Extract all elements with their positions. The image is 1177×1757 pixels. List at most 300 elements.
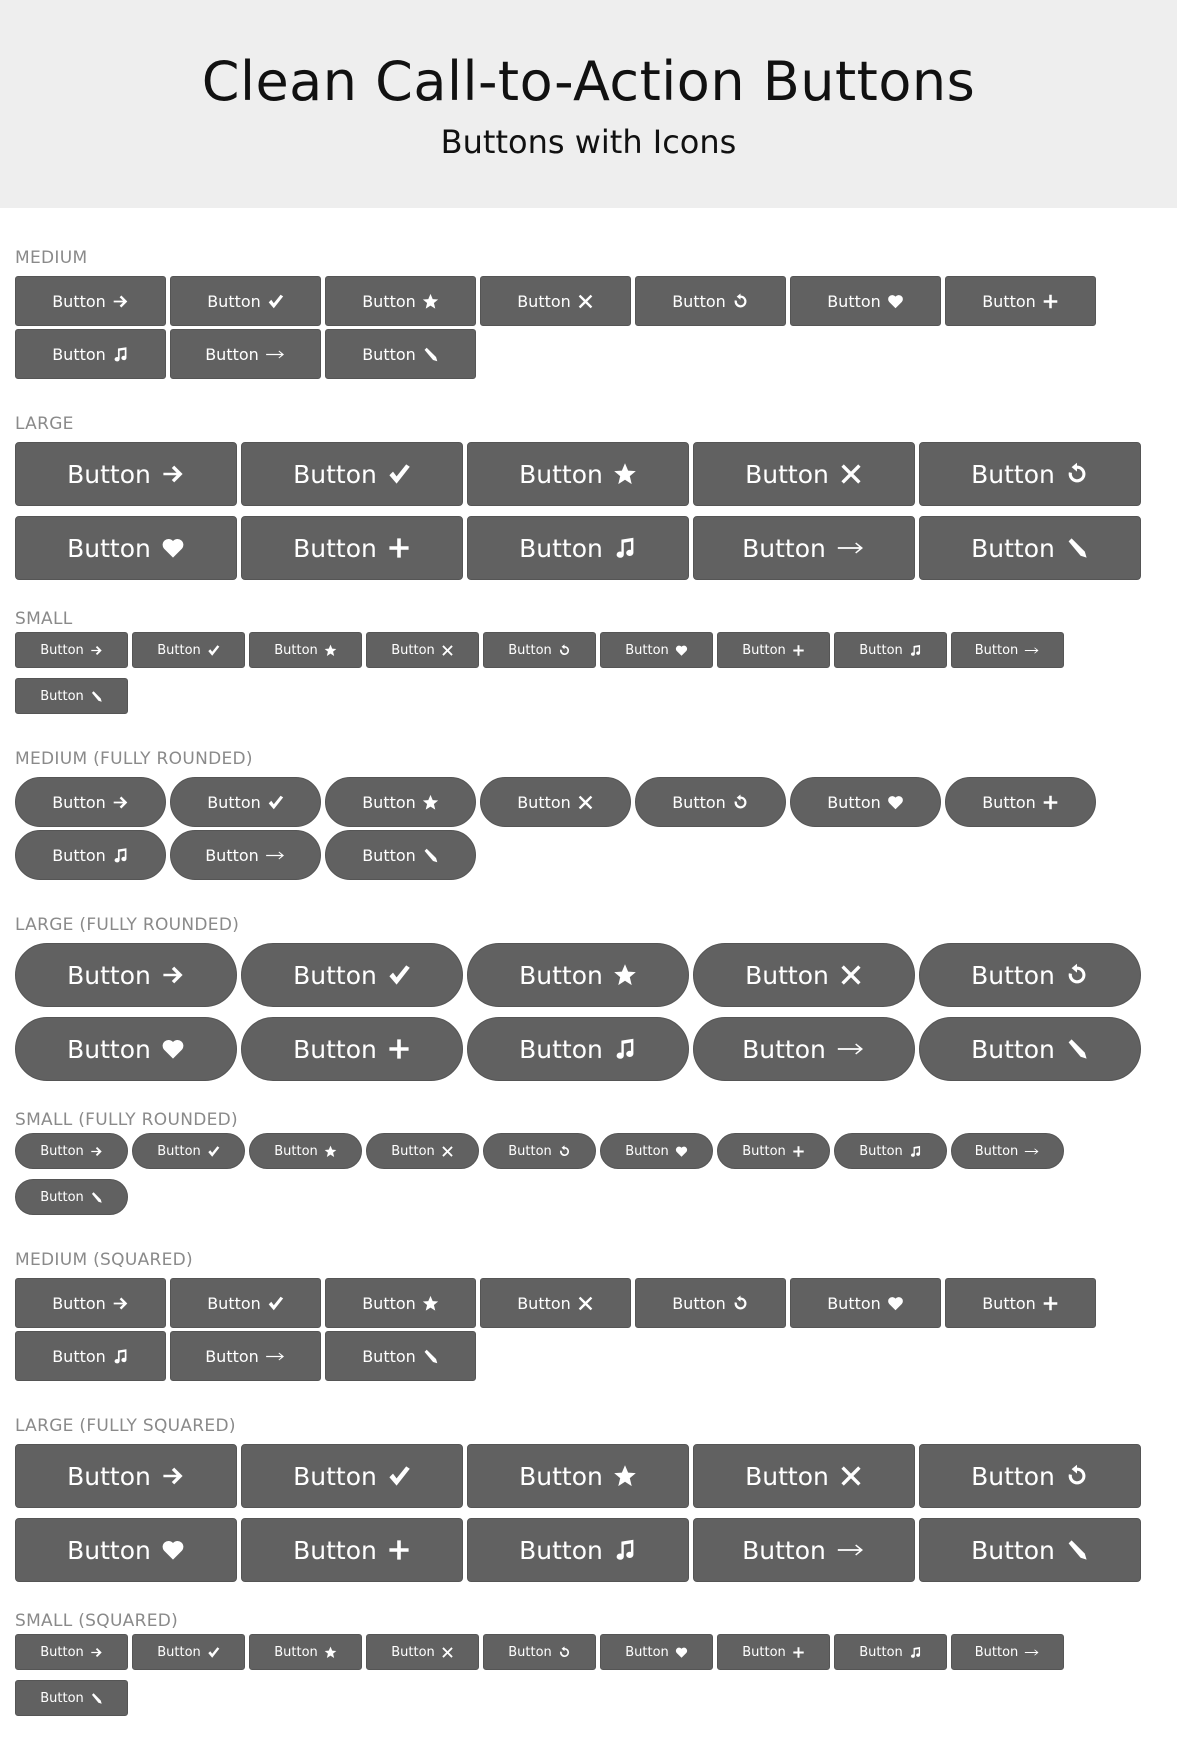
button-label: Button xyxy=(67,1034,151,1064)
refresh-icon xyxy=(558,1646,571,1659)
long-arrow-right-icon xyxy=(836,1037,866,1061)
button-label: Button xyxy=(207,792,261,812)
arrow-right-icon xyxy=(90,1646,103,1659)
music-note-icon xyxy=(613,1538,637,1562)
button-label: Button xyxy=(362,845,416,865)
small-long-arrow-right-button[interactable] xyxy=(951,632,1064,668)
small-music-note-button[interactable] xyxy=(834,1133,947,1169)
button-label: Button xyxy=(52,845,106,865)
small-check-button[interactable] xyxy=(132,1133,245,1169)
long-arrow-right-icon xyxy=(265,346,286,363)
small-music-note-button[interactable] xyxy=(834,632,947,668)
section-title: LARGE xyxy=(15,414,74,434)
button-label: Button xyxy=(67,459,151,489)
small-plus-button[interactable] xyxy=(717,1634,830,1670)
small-close-button[interactable] xyxy=(366,632,479,668)
medium-long-arrow-right-button[interactable] xyxy=(170,830,321,880)
button-label: Button xyxy=(971,1034,1055,1064)
long-arrow-right-icon xyxy=(836,1538,866,1562)
pencil-icon xyxy=(1065,1037,1089,1061)
button-row xyxy=(15,276,1100,326)
button-label: Button xyxy=(274,1644,318,1660)
check-icon xyxy=(267,1295,284,1312)
medium-arrow-right-button[interactable] xyxy=(15,1278,166,1328)
button-label: Button xyxy=(742,533,826,563)
button-label: Button xyxy=(519,533,603,563)
pencil-icon xyxy=(422,847,439,864)
button-label: Button xyxy=(742,1535,826,1565)
button-label: Button xyxy=(205,344,259,364)
large-plus-button[interactable] xyxy=(241,1518,463,1582)
small-long-arrow-right-button[interactable] xyxy=(951,1634,1064,1670)
plus-icon xyxy=(387,1037,411,1061)
button-row xyxy=(15,1179,132,1215)
button-label: Button xyxy=(742,642,786,658)
check-icon xyxy=(207,1646,220,1659)
button-label: Button xyxy=(207,1293,261,1313)
heart-icon xyxy=(887,794,904,811)
button-label: Button xyxy=(40,1690,84,1706)
medium-music-note-button[interactable] xyxy=(15,329,166,379)
plus-icon xyxy=(1042,1295,1059,1312)
button-label: Button xyxy=(274,642,318,658)
button-label: Button xyxy=(742,1143,786,1159)
check-icon xyxy=(207,644,220,657)
heart-icon xyxy=(675,1145,688,1158)
small-long-arrow-right-button[interactable] xyxy=(951,1133,1064,1169)
arrow-right-icon xyxy=(161,462,185,486)
pencil-icon xyxy=(422,1348,439,1365)
medium-plus-button[interactable] xyxy=(945,777,1096,827)
music-note-icon xyxy=(112,1348,129,1365)
check-icon xyxy=(387,1464,411,1488)
large-pencil-button[interactable] xyxy=(919,516,1141,580)
arrow-right-icon xyxy=(161,963,185,987)
small-arrow-right-button[interactable] xyxy=(15,1634,128,1670)
large-check-button[interactable] xyxy=(241,442,463,506)
button-label: Button xyxy=(625,1143,669,1159)
large-close-button[interactable] xyxy=(693,1444,915,1508)
medium-check-button[interactable] xyxy=(170,777,321,827)
plus-icon xyxy=(1042,293,1059,310)
button-row xyxy=(15,1634,1068,1670)
button-label: Button xyxy=(274,1143,318,1159)
music-note-icon xyxy=(909,644,922,657)
large-arrow-right-button[interactable] xyxy=(15,1444,237,1508)
button-label: Button xyxy=(293,1535,377,1565)
arrow-right-icon xyxy=(90,644,103,657)
long-arrow-right-icon xyxy=(1024,644,1040,657)
button-label: Button xyxy=(391,1644,435,1660)
button-row xyxy=(15,1017,1145,1081)
button-label: Button xyxy=(982,1293,1036,1313)
button-row xyxy=(15,516,1145,580)
section-title: MEDIUM xyxy=(15,248,88,268)
medium-star-button[interactable] xyxy=(325,777,476,827)
small-arrow-right-button[interactable] xyxy=(15,632,128,668)
button-label: Button xyxy=(362,344,416,364)
close-icon xyxy=(577,1295,594,1312)
small-check-button[interactable] xyxy=(132,632,245,668)
small-close-button[interactable] xyxy=(366,1634,479,1670)
medium-music-note-button[interactable] xyxy=(15,830,166,880)
heart-icon xyxy=(161,1037,185,1061)
button-label: Button xyxy=(745,1461,829,1491)
close-icon xyxy=(577,293,594,310)
button-label: Button xyxy=(672,792,726,812)
small-pencil-button[interactable] xyxy=(15,1680,128,1716)
small-close-button[interactable] xyxy=(366,1133,479,1169)
refresh-icon xyxy=(732,1295,749,1312)
large-long-arrow-right-button[interactable] xyxy=(693,1017,915,1081)
star-icon xyxy=(613,1464,637,1488)
button-label: Button xyxy=(519,459,603,489)
large-plus-button[interactable] xyxy=(241,1017,463,1081)
button-label: Button xyxy=(745,960,829,990)
large-music-note-button[interactable] xyxy=(467,516,689,580)
button-label: Button xyxy=(40,642,84,658)
medium-plus-button[interactable] xyxy=(945,1278,1096,1328)
music-note-icon xyxy=(909,1646,922,1659)
button-label: Button xyxy=(517,291,571,311)
small-star-button[interactable] xyxy=(249,632,362,668)
button-label: Button xyxy=(519,1535,603,1565)
button-row xyxy=(15,1680,132,1716)
button-label: Button xyxy=(67,533,151,563)
small-refresh-button[interactable] xyxy=(483,1634,596,1670)
button-label: Button xyxy=(971,1461,1055,1491)
small-pencil-button[interactable] xyxy=(15,678,128,714)
medium-heart-button[interactable] xyxy=(790,276,941,326)
large-arrow-right-button[interactable] xyxy=(15,442,237,506)
medium-pencil-button[interactable] xyxy=(325,1331,476,1381)
large-arrow-right-button[interactable] xyxy=(15,943,237,1007)
check-icon xyxy=(267,794,284,811)
refresh-icon xyxy=(732,794,749,811)
star-icon xyxy=(324,1646,337,1659)
heart-icon xyxy=(675,644,688,657)
section-title: SMALL xyxy=(15,609,73,629)
long-arrow-right-icon xyxy=(1024,1145,1040,1158)
large-plus-button[interactable] xyxy=(241,516,463,580)
button-label: Button xyxy=(293,459,377,489)
button-row xyxy=(15,442,1145,506)
button-label: Button xyxy=(517,792,571,812)
check-icon xyxy=(387,963,411,987)
button-label: Button xyxy=(859,1644,903,1660)
pencil-icon xyxy=(1065,1538,1089,1562)
button-row xyxy=(15,632,1068,668)
button-label: Button xyxy=(519,960,603,990)
section-title: MEDIUM (SQUARED) xyxy=(15,1250,193,1270)
refresh-icon xyxy=(1065,963,1089,987)
button-row xyxy=(15,830,480,880)
small-refresh-button[interactable] xyxy=(483,632,596,668)
heart-icon xyxy=(887,1295,904,1312)
check-icon xyxy=(387,462,411,486)
plus-icon xyxy=(1042,794,1059,811)
close-icon xyxy=(839,462,863,486)
medium-star-button[interactable] xyxy=(325,276,476,326)
medium-check-button[interactable] xyxy=(170,1278,321,1328)
button-label: Button xyxy=(971,533,1055,563)
medium-heart-button[interactable] xyxy=(790,777,941,827)
button-label: Button xyxy=(362,291,416,311)
star-icon xyxy=(324,644,337,657)
button-label: Button xyxy=(508,642,552,658)
large-long-arrow-right-button[interactable] xyxy=(693,1518,915,1582)
plus-icon xyxy=(792,644,805,657)
music-note-icon xyxy=(613,1037,637,1061)
button-label: Button xyxy=(293,1461,377,1491)
star-icon xyxy=(613,462,637,486)
refresh-icon xyxy=(1065,1464,1089,1488)
small-music-note-button[interactable] xyxy=(834,1634,947,1670)
button-label: Button xyxy=(293,533,377,563)
small-arrow-right-button[interactable] xyxy=(15,1133,128,1169)
button-label: Button xyxy=(40,1189,84,1205)
close-icon xyxy=(839,963,863,987)
arrow-right-icon xyxy=(112,1295,129,1312)
button-label: Button xyxy=(859,642,903,658)
star-icon xyxy=(324,1145,337,1158)
button-label: Button xyxy=(971,960,1055,990)
medium-plus-button[interactable] xyxy=(945,276,1096,326)
small-heart-button[interactable] xyxy=(600,1634,713,1670)
button-label: Button xyxy=(982,291,1036,311)
button-label: Button xyxy=(52,1293,106,1313)
button-label: Button xyxy=(52,1346,106,1366)
music-note-icon xyxy=(112,346,129,363)
pencil-icon xyxy=(90,690,103,703)
refresh-icon xyxy=(1065,462,1089,486)
plus-icon xyxy=(387,1538,411,1562)
large-long-arrow-right-button[interactable] xyxy=(693,516,915,580)
heart-icon xyxy=(887,293,904,310)
refresh-icon xyxy=(732,293,749,310)
button-label: Button xyxy=(745,459,829,489)
medium-pencil-button[interactable] xyxy=(325,329,476,379)
button-label: Button xyxy=(742,1644,786,1660)
button-row xyxy=(15,1133,1068,1169)
medium-refresh-button[interactable] xyxy=(635,276,786,326)
medium-long-arrow-right-button[interactable] xyxy=(170,329,321,379)
button-label: Button xyxy=(52,291,106,311)
button-label: Button xyxy=(971,459,1055,489)
button-label: Button xyxy=(205,1346,259,1366)
section-title: LARGE (FULLY ROUNDED) xyxy=(15,915,240,935)
button-label: Button xyxy=(157,642,201,658)
button-label: Button xyxy=(157,1143,201,1159)
button-label: Button xyxy=(742,1034,826,1064)
large-heart-button[interactable] xyxy=(15,1017,237,1081)
arrow-right-icon xyxy=(161,1464,185,1488)
button-label: Button xyxy=(517,1293,571,1313)
button-label: Button xyxy=(40,1644,84,1660)
plus-icon xyxy=(792,1646,805,1659)
button-label: Button xyxy=(519,1461,603,1491)
large-pencil-button[interactable] xyxy=(919,1017,1141,1081)
medium-refresh-button[interactable] xyxy=(635,1278,786,1328)
close-icon xyxy=(441,1646,454,1659)
heart-icon xyxy=(161,536,185,560)
long-arrow-right-icon xyxy=(265,847,286,864)
button-label: Button xyxy=(859,1143,903,1159)
button-label: Button xyxy=(40,1143,84,1159)
button-label: Button xyxy=(67,1461,151,1491)
button-row xyxy=(15,1444,1145,1508)
small-refresh-button[interactable] xyxy=(483,1133,596,1169)
button-row xyxy=(15,1518,1145,1582)
button-label: Button xyxy=(827,792,881,812)
page-header xyxy=(0,0,1177,208)
small-star-button[interactable] xyxy=(249,1634,362,1670)
close-icon xyxy=(839,1464,863,1488)
button-label: Button xyxy=(362,1346,416,1366)
button-label: Button xyxy=(974,1644,1019,1660)
arrow-right-icon xyxy=(112,794,129,811)
large-refresh-button[interactable] xyxy=(919,442,1141,506)
button-label: Button xyxy=(508,1143,552,1159)
large-music-note-button[interactable] xyxy=(467,1518,689,1582)
small-heart-button[interactable] xyxy=(600,1133,713,1169)
section-title: LARGE (FULLY SQUARED) xyxy=(15,1416,236,1436)
medium-heart-button[interactable] xyxy=(790,1278,941,1328)
pencil-icon xyxy=(90,1191,103,1204)
button-row xyxy=(15,1331,480,1381)
button-label: Button xyxy=(293,960,377,990)
medium-long-arrow-right-button[interactable] xyxy=(170,1331,321,1381)
large-check-button[interactable] xyxy=(241,1444,463,1508)
section-title: SMALL (FULLY ROUNDED) xyxy=(15,1110,238,1130)
button-label: Button xyxy=(519,1034,603,1064)
medium-arrow-right-button[interactable] xyxy=(15,777,166,827)
button-label: Button xyxy=(672,291,726,311)
large-refresh-button[interactable] xyxy=(919,943,1141,1007)
close-icon xyxy=(441,1145,454,1158)
section-title: MEDIUM (FULLY ROUNDED) xyxy=(15,749,253,769)
check-icon xyxy=(267,293,284,310)
medium-star-button[interactable] xyxy=(325,1278,476,1328)
button-label: Button xyxy=(391,1143,435,1159)
close-icon xyxy=(441,644,454,657)
large-star-button[interactable] xyxy=(467,442,689,506)
heart-icon xyxy=(675,1646,688,1659)
medium-refresh-button[interactable] xyxy=(635,777,786,827)
close-icon xyxy=(577,794,594,811)
small-star-button[interactable] xyxy=(249,1133,362,1169)
button-label: Button xyxy=(827,291,881,311)
button-label: Button xyxy=(625,1644,669,1660)
arrow-right-icon xyxy=(112,293,129,310)
button-label: Button xyxy=(205,845,259,865)
section-title: SMALL (SQUARED) xyxy=(15,1611,179,1631)
button-label: Button xyxy=(293,1034,377,1064)
small-heart-button[interactable] xyxy=(600,632,713,668)
star-icon xyxy=(613,963,637,987)
star-icon xyxy=(422,1295,439,1312)
page-subtitle: Buttons with Icons xyxy=(440,123,737,161)
long-arrow-right-icon xyxy=(836,536,866,560)
large-star-button[interactable] xyxy=(467,943,689,1007)
large-check-button[interactable] xyxy=(241,943,463,1007)
large-heart-button[interactable] xyxy=(15,1518,237,1582)
button-label: Button xyxy=(625,642,669,658)
button-label: Button xyxy=(982,792,1036,812)
medium-check-button[interactable] xyxy=(170,276,321,326)
plus-icon xyxy=(792,1145,805,1158)
check-icon xyxy=(207,1145,220,1158)
button-label: Button xyxy=(391,642,435,658)
pencil-icon xyxy=(422,346,439,363)
star-icon xyxy=(422,794,439,811)
button-row xyxy=(15,943,1145,1007)
small-plus-button[interactable] xyxy=(717,632,830,668)
large-refresh-button[interactable] xyxy=(919,1444,1141,1508)
medium-pencil-button[interactable] xyxy=(325,830,476,880)
large-close-button[interactable] xyxy=(693,442,915,506)
button-label: Button xyxy=(971,1535,1055,1565)
music-note-icon xyxy=(112,847,129,864)
music-note-icon xyxy=(909,1145,922,1158)
button-label: Button xyxy=(207,291,261,311)
button-row xyxy=(15,777,1100,827)
arrow-right-icon xyxy=(90,1145,103,1158)
button-label: Button xyxy=(672,1293,726,1313)
large-heart-button[interactable] xyxy=(15,516,237,580)
long-arrow-right-icon xyxy=(1024,1646,1040,1659)
button-label: Button xyxy=(67,960,151,990)
button-label: Button xyxy=(362,792,416,812)
pencil-icon xyxy=(1065,536,1089,560)
button-label: Button xyxy=(508,1644,552,1660)
button-label: Button xyxy=(974,1143,1019,1159)
button-label: Button xyxy=(362,1293,416,1313)
long-arrow-right-icon xyxy=(265,1348,286,1365)
medium-close-button[interactable] xyxy=(480,276,631,326)
medium-close-button[interactable] xyxy=(480,777,631,827)
large-pencil-button[interactable] xyxy=(919,1518,1141,1582)
medium-arrow-right-button[interactable] xyxy=(15,276,166,326)
plus-icon xyxy=(387,536,411,560)
button-label: Button xyxy=(974,642,1019,658)
button-label: Button xyxy=(67,1535,151,1565)
large-star-button[interactable] xyxy=(467,1444,689,1508)
refresh-icon xyxy=(558,1145,571,1158)
button-row xyxy=(15,1278,1100,1328)
large-music-note-button[interactable] xyxy=(467,1017,689,1081)
refresh-icon xyxy=(558,644,571,657)
page-title: Clean Call-to-Action Buttons xyxy=(201,50,976,113)
pencil-icon xyxy=(90,1692,103,1705)
button-label: Button xyxy=(157,1644,201,1660)
small-check-button[interactable] xyxy=(132,1634,245,1670)
heart-icon xyxy=(161,1538,185,1562)
button-label: Button xyxy=(827,1293,881,1313)
small-plus-button[interactable] xyxy=(717,1133,830,1169)
button-label: Button xyxy=(40,688,84,704)
large-close-button[interactable] xyxy=(693,943,915,1007)
music-note-icon xyxy=(613,536,637,560)
star-icon xyxy=(422,293,439,310)
small-pencil-button[interactable] xyxy=(15,1179,128,1215)
medium-music-note-button[interactable] xyxy=(15,1331,166,1381)
button-label: Button xyxy=(52,344,106,364)
medium-close-button[interactable] xyxy=(480,1278,631,1328)
button-row xyxy=(15,329,480,379)
button-row xyxy=(15,678,132,714)
button-label: Button xyxy=(52,792,106,812)
